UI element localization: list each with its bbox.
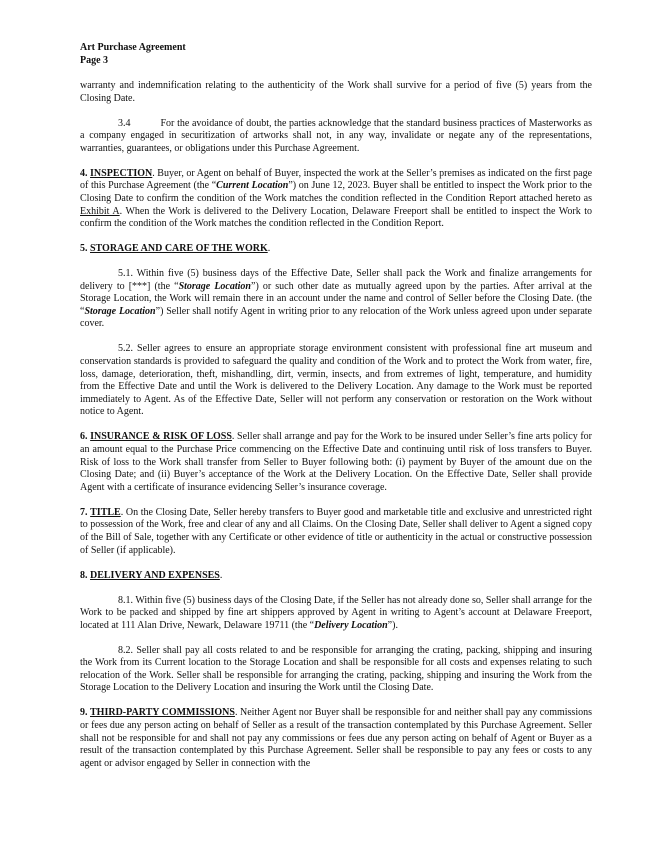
paragraph-continuation: warranty and indemnification relating to the authenticity of the Work shall survive for a period of five (5) years from the Closing Date. [80,80,592,104]
section-6-insurance [80,431,592,494]
exhibit-a-reference: Exhibit A [80,205,120,217]
section-8-number: 8. [80,569,88,581]
section-5-number: 5. [80,243,88,255]
defined-term-storage-location: Storage Location [178,280,251,292]
paragraph-5-1-text-1: 5.1. Within five (5) business days of the Effective Date, Seller shall pack the Work and finalize arrangements for delivery to [***] (the “ [80,268,592,292]
section-9-third-party-commissions [80,707,592,770]
section-7-title [80,507,592,557]
section-7-heading: TITLE [90,506,121,518]
section-5-title-period: . [267,243,271,255]
section-7-number: 7. [80,506,88,518]
paragraph-8-2: 8.2. Seller shall pay all costs related to and be responsible for arranging the crating, packing, shipping and insuring the Work from its Current location to the Storage Location and shall be responsible for all costs and expenses relating to such relocation of the Work. Seller shall be responsible for arranging the crating, packing, shipping and insuring the Work from the Storage Location to the Delivery Location and insuring the Work until the Closing Date. [80,644,592,694]
paragraph-5-2: 5.2. Seller agrees to ensure an appropriate storage environment consistent with professional fine art museum and conservation standards is provided to safeguard the quality and condition of the Work and to protect the Work from water, fire, loss, damage, deterioration, theft, mishandling, dirt, vermin, insects, and from extremes of light, temperature, and humidity from the Effective Date and until the Work is delivered to the Delivery Location. Any damage to the Work must be reported immediately to Agent. As of the Effective Date, Seller will not perform any conservation or restoration on the Work without notice to Agent. [80,343,592,418]
paragraph-3-4-text: For the avoidance of doubt, the parties acknowledge that the standard business practices of Masterworks as a company engaged in securitization of artworks shall not, in any way, invalidate or negate any of the representations, warranties, guarantees, or obligations under this Purchase Agreement. [80,117,592,154]
section-6-title: INSURANCE & RISK OF LOSS [90,431,232,443]
document-title: Art Purchase Agreement [80,42,186,53]
section-4-number: 4. [80,167,88,179]
section-8-title-period: . [219,569,223,581]
page-header [80,42,186,67]
section-9-text: . Neither Agent nor Buyer shall be responsible for and neither shall pay any commissions or fees due any person acting on behalf of Seller as a result of the transaction contemplated by this Purchase Agreement. Seller shall not be responsible for and shall not pay any commissions or fees due any person acting on behalf of Agent or Buyer as a result of the transaction contemplated by this Purchase Agreement. Seller shall be responsible to pay any fees or costs to any agent or advisor engaged by Seller in connection with the [80,707,592,769]
paragraph-8-1 [80,595,592,633]
paragraph-8-1-text-1: 8.1. Within five (5) business days of the Closing Date, if the Seller has not already done so, Seller shall arrange for the Work to be packed and shipped by fine art shippers approved by Agent in writing to Agent’s account at Delaware Freeport, located at 111 Alan Drive, Newark, Delaware 19711 (the “ [80,594,592,631]
section-4-inspection [80,168,592,231]
section-8-heading [80,570,592,583]
section-6-number: 6. [80,431,88,443]
defined-term-storage-location-2: Storage Location [84,305,156,317]
section-5-heading [80,243,592,256]
page-number: Page 3 [80,54,109,66]
section-4-text-1: . Buyer, or Agent on behalf of Buyer, inspected the work at the Seller’s premises as indicated on the first page of this Purchase Agreement (the “ [80,167,593,192]
section-9-title: THIRD-PARTY COMMISSIONS [90,707,235,719]
section-4-title: INSPECTION [90,167,153,179]
paragraph-5-1-text-2: ”) or such other date as mutually agreed upon by the parties. After arrival at the Storage Location, the Work will remain there in an account under the name and control of Seller before the Closing Date. (the “ [80,280,592,317]
section-6-text: . Seller shall arrange and pay for the Work to be insured under Seller’s fine arts policy for an amount equal to the Purchase Price commencing on the Effective Date and continuing until risk of loss transfers to Buyer. Risk of loss to the Work shall transfer from Seller to Buyer following both: (i) payment by Buyer of the amount due on the Closing Date; and (ii) Buyer’s acceptance of the Work at the Delivery Location. On the Effective Date, Seller shall provide Agent with a certificate of insurance evidencing Seller’s insurance coverage. [80,431,592,493]
section-9-number: 9. [80,707,88,719]
section-4-text-2: ”) on June 12, 2023. Buyer shall be entitled to inspect the Work prior to the Closing Date to confirm the condition of the Work matches the condition reflected in the Condition Report attached hereto as [80,180,593,204]
section-4-text-3: . When the Work is delivered to the Delivery Location, Delaware Freeport shall be entitled to inspect the Work to confirm the condition of the Work matches the condition reflected in the Condition Report. [80,205,592,230]
defined-term-delivery-location: Delivery Location [314,619,388,631]
paragraph-5-1-text-3: ”) Seller shall notify Agent in writing prior to any relocation of the Work unless agreed upon under separate cover. [80,305,592,330]
paragraph-8-1-text-2: ”). [387,619,398,631]
section-8-title: DELIVERY AND EXPENSES [90,569,220,581]
defined-term-current-location: Current Location [216,180,289,192]
paragraph-5-1 [80,268,592,331]
document-body [80,80,592,783]
section-7-text: . On the Closing Date, Seller hereby transfers to Buyer good and marketable title and exclusive and unrestricted right to possession of the Work, free and clear of any and all Claims. On the Closing Date, Seller shall deliver to Agent a signed copy of the Bill of Sale, together with any Certificate or other evidence of title or authenticity in the actual or constructive possession of Seller (if applicable). [80,506,592,556]
paragraph-3-4-number: 3.4 [118,117,131,129]
paragraph-3-4 [80,118,592,156]
section-5-title: STORAGE AND CARE OF THE WORK [90,243,268,255]
